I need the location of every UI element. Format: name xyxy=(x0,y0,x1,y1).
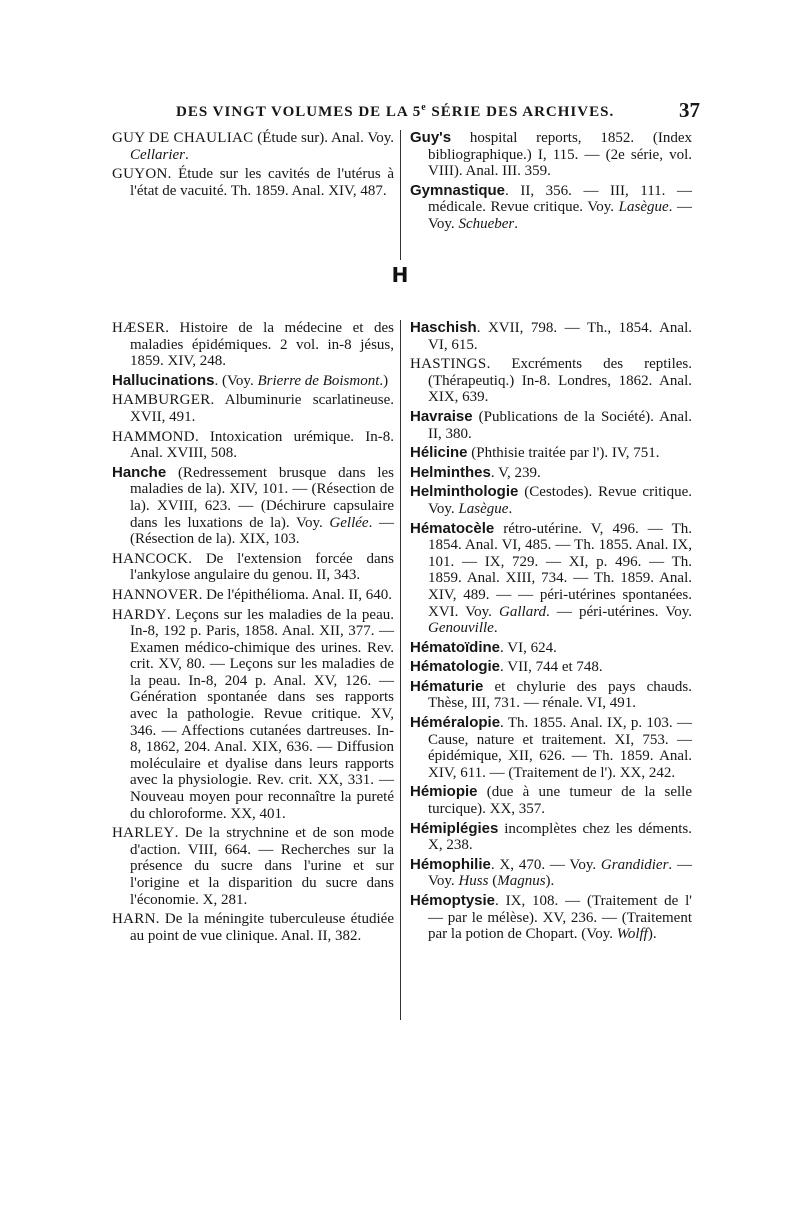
entry-text: . IX, 108. — (Traitement de l' — par le mélèse). XV, 236. — (Traitement par la potion de Chopart. (Voy. xyxy=(428,893,692,943)
entry-text: (Étude sur). Anal. Voy. xyxy=(253,130,395,146)
entry-text: ). xyxy=(647,926,657,943)
entry-author: HANNOVER xyxy=(112,586,199,603)
index-entry xyxy=(410,679,692,712)
entry-keyword: Hémophilie xyxy=(410,855,491,873)
h-section-left-column xyxy=(112,320,394,947)
entry-reference: Magnus xyxy=(497,873,546,890)
index-entry xyxy=(410,521,692,637)
entry-author: HÆSER xyxy=(112,320,166,336)
entry-text: . xyxy=(493,620,498,637)
index-entry xyxy=(112,607,394,823)
entry-text: . X, 470. — Voy. xyxy=(490,856,601,873)
index-entry xyxy=(112,429,394,462)
index-entry xyxy=(410,445,692,462)
entry-text: . De la méningite tuberculeuse étudiée au point de vue clinique. Anal. II, 382. xyxy=(130,911,394,944)
entry-text: . Th. 1855. Anal. IX, p. 103. — Cause, nature et traitement. XI, 753. — épidémique, XII, 626. — Th. 1859. Anal. XIV, 611. — (Traitement de l'). XX, 242. xyxy=(428,715,692,781)
entry-text: . — péri-utérines. Voy. xyxy=(545,603,692,620)
entry-text: . xyxy=(185,146,189,163)
entry-reference: Cellarier xyxy=(130,146,185,163)
entry-reference: Genouville xyxy=(428,620,494,637)
entry-reference: Huss xyxy=(458,873,489,890)
entry-text: hospital reports, 1852. (Index bibliographique.) I, 115. — (2e série, vol. VIII). Anal. III. 359. xyxy=(428,130,692,180)
entry-text: rétro-utérine. V, 496. — Th. 1854. Anal. VI, 485. — Th. 1855. Anal. IX, 101. — IX, 729. — XI, p. 496. — Th. 1859. Anal. XIII, 734. — Th. 1859. Anal. XIV, 489. — — péri-utérines spontanées. XVI. Voy. xyxy=(428,520,692,620)
index-entry xyxy=(112,392,394,425)
index-entry xyxy=(112,587,394,604)
entry-text: . Leçons sur les maladies de la peau. In-8, 192 p. Paris, 1858. Anal. XII, 377. — Examen médico-chimique des urines. Rev. crit. XV, 80. — Leçons sur les maladies de la peau. In-8, 204 p. Anal. XV, 126. — Génération spontanée dans ses rapports avec la pathologie. Revue critique. XV, 346. — Affections cutanées dartreuses. In-8, 1862, 204. Anal. XIX, 636. — Diffusion moléculaire et dyalise dans leurs rapports avec la physiologie. Rev. crit. XX, 331. — Nouveau moyen pour reconnaître la pureté du chloroforme. XX, 401. xyxy=(130,606,394,822)
index-entry xyxy=(410,356,692,406)
entry-author: HASTINGS xyxy=(410,356,487,373)
entry-keyword: Hémoptysie xyxy=(410,892,496,909)
entry-keyword: Gymnastique xyxy=(410,181,506,199)
entry-keyword: Havraise xyxy=(410,407,473,425)
index-entry xyxy=(410,409,692,442)
index-entry xyxy=(112,166,394,199)
entry-keyword: Hélicine xyxy=(410,444,468,462)
entry-text: (Redressement brusque dans les maladies de la). XIV, 101. — (Résection de la). XVIII, 623. — (Déchirure capsulaire dans les luxations de la). Voy. xyxy=(130,464,394,531)
entry-author: GUY DE CHAULIAC xyxy=(112,130,254,146)
entry-author: HARLEY xyxy=(112,825,175,842)
entry-keyword: Helminthologie xyxy=(410,483,519,501)
entry-reference: Grandidier xyxy=(600,856,669,873)
index-entry xyxy=(112,911,394,944)
entry-keyword: Héméralopie xyxy=(410,714,501,732)
entry-text: ( xyxy=(488,873,498,890)
index-entry xyxy=(112,373,394,390)
running-head-title: DES VINGT VOLUMES DE LA 5e SÉRIE DES ARCHIVES. xyxy=(176,102,615,120)
h-section-right-column xyxy=(410,320,692,946)
column-divider xyxy=(400,130,401,260)
entry-author: HARDY xyxy=(112,606,167,623)
index-entry xyxy=(410,465,692,482)
index-entry xyxy=(410,130,692,180)
entry-text: (due à une tumeur de la selle turcique). XX, 357. xyxy=(428,784,692,818)
section-letter-h: H xyxy=(391,263,409,287)
running-head xyxy=(112,98,702,128)
index-entry xyxy=(112,130,394,163)
index-entry xyxy=(410,857,692,890)
entry-reference: Gallard xyxy=(499,603,546,620)
entry-text: . — Voy. xyxy=(428,856,692,890)
entry-reference: Brierre de Boismont xyxy=(257,372,380,389)
entry-text: . De la strychnine et de son mode d'action. VIII, 664. — Recherches sur la présence du sucre dans l'urine et sur l'origine et la disparition du sucre dans l'économie. X, 281. xyxy=(130,825,394,908)
entry-reference: Schueber xyxy=(458,215,515,232)
index-entry xyxy=(410,821,692,854)
index-entry xyxy=(410,893,692,943)
entry-text: . — (Résection de la). XIX, 103. xyxy=(130,514,394,548)
entry-author: HAMMOND xyxy=(112,428,195,445)
entry-text: . xyxy=(514,215,518,232)
column-divider xyxy=(400,320,401,1020)
index-entry xyxy=(410,784,692,817)
entry-keyword: Hanche xyxy=(112,463,167,481)
index-entry xyxy=(112,825,394,908)
entry-keyword: Hémiplégies xyxy=(410,819,499,837)
entry-text: . xyxy=(508,500,513,517)
index-entry xyxy=(112,551,394,584)
entry-text: . Excréments des reptiles. (Thérapeutiq.) In-8. Londres, 1862. Anal. XIX, 639. xyxy=(428,356,692,406)
entry-reference: Wolff xyxy=(616,926,648,943)
page-number: 37 xyxy=(679,98,700,122)
entry-text: (Publications de la Société). Anal. II, 380. xyxy=(428,408,692,442)
index-entry xyxy=(410,715,692,781)
index-entry xyxy=(410,640,692,657)
entry-author: HANCOCK xyxy=(112,550,189,567)
entry-text: . De l'épithélioma. Anal. II, 640. xyxy=(198,586,393,603)
entry-author: GUYON xyxy=(112,166,168,183)
entry-reference: Gellée xyxy=(329,514,369,531)
index-entry xyxy=(410,183,692,233)
entry-text: . (Voy. xyxy=(214,372,258,389)
entry-text: . Intoxication urémique. In-8. Anal. XVIII, 508. xyxy=(130,428,394,462)
entry-text: . Albuminurie scarlatineuse. XVII, 491. xyxy=(130,392,394,425)
entry-author: HAMBURGER xyxy=(112,392,211,409)
entry-keyword: Hématoïdine xyxy=(410,638,501,656)
index-entry xyxy=(410,659,692,676)
entry-text: (Cestodes). Revue critique. Voy. xyxy=(428,484,692,517)
index-entry xyxy=(410,320,692,353)
entry-text: incomplètes chez les déments. X, 238. xyxy=(428,820,692,854)
entry-text: .) xyxy=(379,372,389,389)
entry-reference: Lasègue xyxy=(618,199,669,216)
g-section-right-column xyxy=(410,130,692,236)
entry-keyword: Helminthes xyxy=(410,463,491,481)
entry-keyword: Hémiopie xyxy=(410,783,478,801)
index-entry xyxy=(410,484,692,517)
entry-reference: Lasègue xyxy=(458,500,509,517)
entry-text: . VII, 744 et 748. xyxy=(500,659,603,676)
entry-keyword: Guy's xyxy=(410,129,452,146)
entry-keyword: Hallucinations xyxy=(112,371,215,389)
entry-text: . Étude sur les cavités de l'utérus à l'état de vacuité. Th. 1859. Anal. XIV, 487. xyxy=(130,166,394,199)
entry-text: . De l'extension forcée dans l'ankylose angulaire du genou. II, 343. xyxy=(130,550,394,584)
entry-text: et chylurie des pays chauds. Thèse, III, 731. — rénale. VI, 491. xyxy=(428,678,692,712)
entry-text: . VI, 624. xyxy=(500,639,557,656)
index-entry xyxy=(112,465,394,548)
entry-text: . XVII, 798. — Th., 1854. Anal. VI, 615. xyxy=(428,320,692,353)
entry-keyword: Hématocèle xyxy=(410,519,495,537)
entry-author: HARN xyxy=(112,911,156,928)
entry-keyword: Hématologie xyxy=(410,658,501,676)
entry-text: ). xyxy=(545,873,555,890)
index-entry xyxy=(112,320,394,370)
entry-text: . V, 239. xyxy=(490,464,541,481)
g-section-left-column xyxy=(112,130,394,202)
entry-text: . Histoire de la médecine et des maladies épidémiques. 2 vol. in-8 jésus, 1859. XIV, 248. xyxy=(130,320,394,370)
entry-keyword: Hématurie xyxy=(410,677,484,695)
entry-keyword: Haschish xyxy=(410,319,477,336)
entry-text: (Phthisie traitée par l'). IV, 751. xyxy=(467,445,660,462)
entry-text: . — Voy. xyxy=(428,199,693,232)
entry-text: . II, 356. — III, 111. — médicale. Revue critique. Voy. xyxy=(428,182,692,216)
